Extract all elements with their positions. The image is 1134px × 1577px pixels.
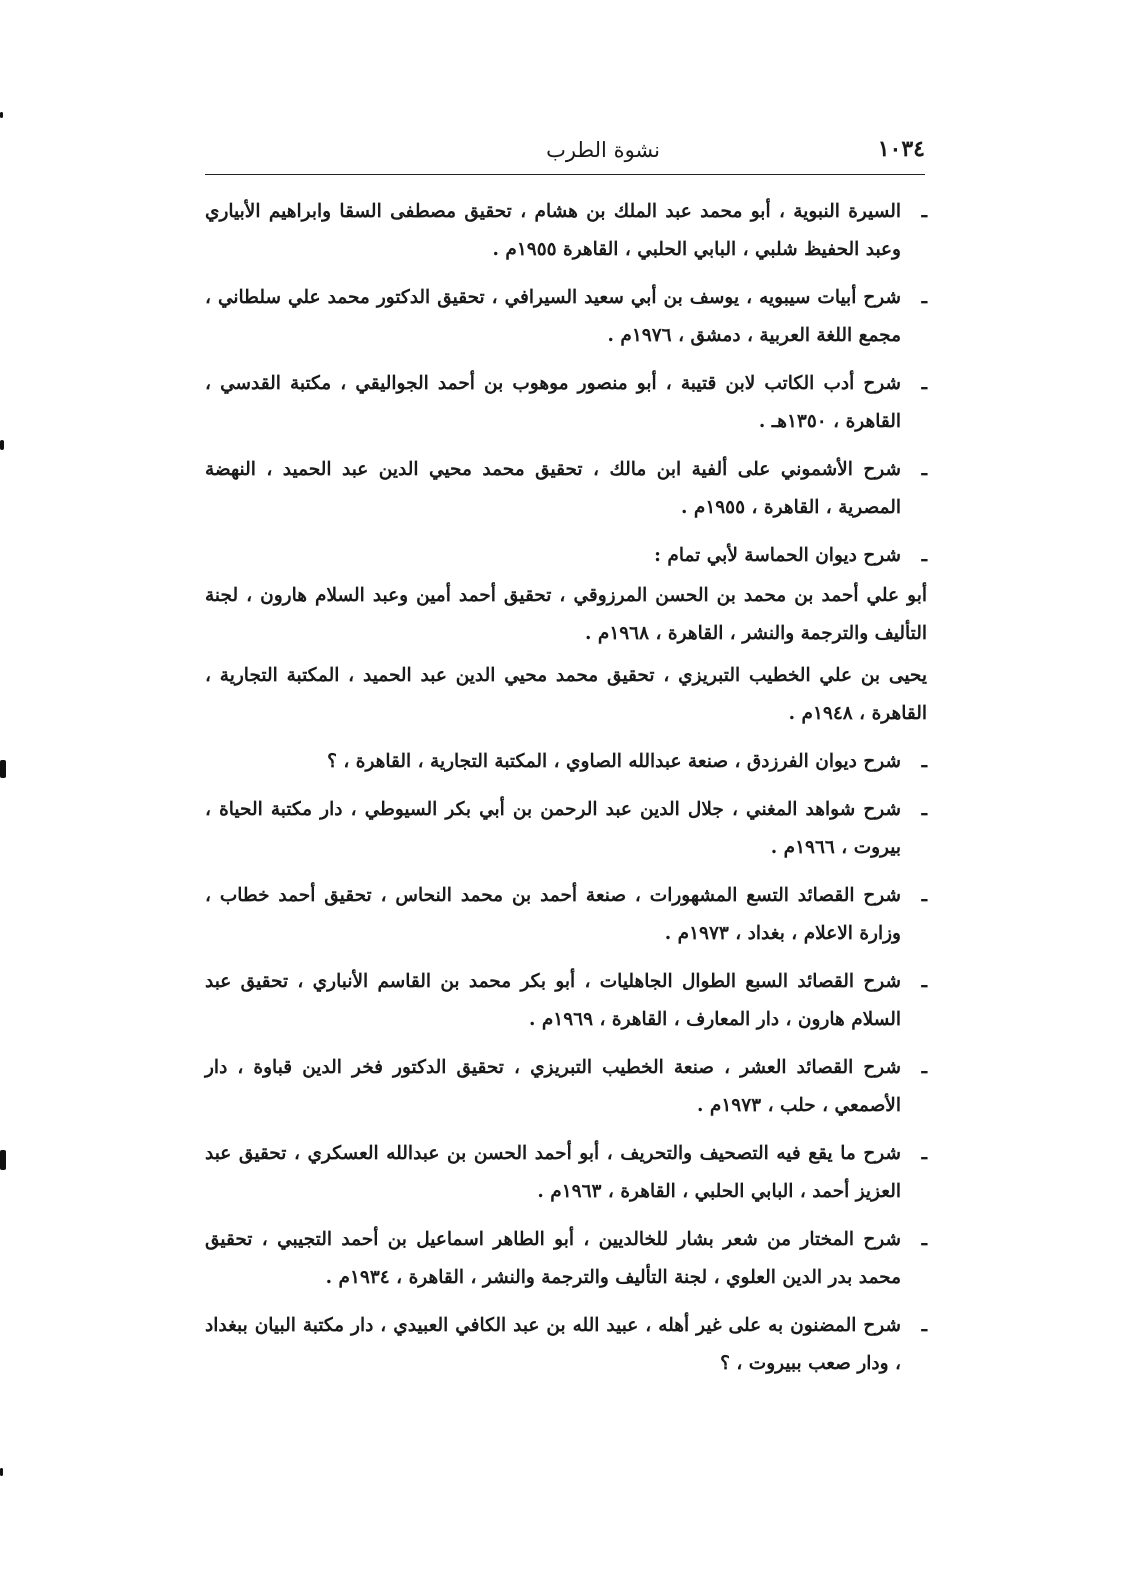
bibliography-entry	[205, 365, 927, 441]
bibliography-entry	[205, 1221, 927, 1297]
bibliography-entry	[205, 193, 927, 269]
entry-text: شرح القصائد السبع الطوال الجاهليات ، أبو بكر محمد بن القاسم الأنباري ، تحقيق عبد السلام هارون ، دار المعارف ، القاهرة ، ١٩٦٩م .	[205, 971, 901, 1030]
header-rule	[205, 174, 925, 175]
bibliography-sub-entry	[205, 657, 927, 733]
entry-text: شرح ما يقع فيه التصحيف والتحريف ، أبو أحمد الحسن بن عبدالله العسكري ، تحقيق عبد العزيز أحمد ، البابي الحلبي ، القاهرة ، ١٩٦٣م .	[205, 1143, 901, 1202]
page-header	[205, 136, 925, 172]
running-title: نشوة الطرب	[546, 138, 660, 162]
entry-dash: ـ	[921, 201, 927, 222]
scan-edge-mark	[0, 112, 3, 118]
bibliography-entry	[205, 1049, 927, 1125]
scan-edge-mark	[0, 760, 6, 778]
entry-text: شرح شواهد المغني ، جلال الدين عبد الرحمن بن أبي بكر السيوطي ، دار مكتبة الحياة ، بيروت ، ١٩٦٦م .	[205, 799, 901, 858]
bibliography-entry-group-heading	[205, 537, 927, 575]
bibliography-entry	[205, 279, 927, 355]
entry-dash: ـ	[921, 1315, 927, 1336]
entry-dash: ـ	[921, 1229, 927, 1250]
bibliography-entry	[205, 877, 927, 953]
bibliography-entry	[205, 791, 927, 867]
entry-text: شرح أدب الكاتب لابن قتيبة ، أبو منصور موهوب بن أحمد الجواليقي ، مكتبة القدسي ، القاهرة ، ١٣٥٠هـ .	[205, 373, 901, 432]
bibliography-entry	[205, 451, 927, 527]
entry-dash: ـ	[921, 971, 927, 992]
entry-dash: ـ	[921, 1143, 927, 1164]
entry-dash: ـ	[921, 1057, 927, 1078]
entry-dash: ـ	[921, 751, 927, 772]
bibliography-list	[205, 193, 927, 1393]
entry-dash: ـ	[921, 287, 927, 308]
entry-text: شرح أبيات سيبويه ، يوسف بن أبي سعيد السيرافي ، تحقيق الدكتور محمد علي سلطاني ، مجمع اللغة العربية ، دمشق ، ١٩٧٦م .	[205, 287, 901, 346]
entry-dash: ـ	[921, 373, 927, 394]
entry-text: يحيى بن علي الخطيب التبريزي ، تحقيق محمد محيي الدين عبد الحميد ، المكتبة التجارية ، القاهرة ، ١٩٤٨م .	[205, 665, 927, 724]
entry-text: شرح ديوان الحماسة لأبي تمام :	[654, 545, 901, 566]
entry-dash: ـ	[921, 545, 927, 566]
entry-text: شرح المضنون به على غير أهله ، عبيد الله بن عبد الكافي العبيدي ، دار مكتبة البيان ببغداد ، ودار صعب ببيروت ، ؟	[205, 1315, 901, 1374]
entry-text: شرح ديوان الفرزدق ، صنعة عبدالله الصاوي ، المكتبة التجارية ، القاهرة ، ؟	[327, 751, 901, 772]
bibliography-entry	[205, 1135, 927, 1211]
entry-dash: ـ	[921, 459, 927, 480]
entry-text: شرح القصائد العشر ، صنعة الخطيب التبريزي ، تحقيق الدكتور فخر الدين قباوة ، دار الأصمعي ، حلب ، ١٩٧٣م .	[205, 1057, 901, 1116]
bibliography-entry	[205, 743, 927, 781]
bibliography-entry	[205, 963, 927, 1039]
entry-text: السيرة النبوية ، أبو محمد عبد الملك بن هشام ، تحقيق مصطفى السقا وابراهيم الأبياري وعبد الحفيظ شلبي ، البابي الحلبي ، القاهرة ١٩٥٥م .	[205, 201, 901, 260]
entry-text: شرح الأشموني على ألفية ابن مالك ، تحقيق محمد محيي الدين عبد الحميد ، النهضة المصرية ، القاهرة ، ١٩٥٥م .	[205, 459, 901, 518]
entry-dash: ـ	[921, 885, 927, 906]
scan-edge-mark	[0, 440, 4, 450]
scan-edge-mark	[0, 1150, 6, 1170]
page-number: ١٠٣٤	[877, 136, 925, 162]
bibliography-sub-entry	[205, 577, 927, 653]
entry-text: شرح القصائد التسع المشهورات ، صنعة أحمد بن محمد النحاس ، تحقيق أحمد خطاب ، وزارة الاعلام ، بغداد ، ١٩٧٣م .	[205, 885, 901, 944]
entry-text: شرح المختار من شعر بشار للخالديين ، أبو الطاهر اسماعيل بن أحمد التجيبي ، تحقيق محمد بدر الدين العلوي ، لجنة التأليف والترجمة والنشر ، القاهرة ، ١٩٣٤م .	[205, 1229, 901, 1288]
entry-dash: ـ	[921, 799, 927, 820]
bibliography-entry	[205, 1307, 927, 1383]
scan-edge-mark	[0, 1468, 3, 1476]
entry-text: أبو علي أحمد بن محمد بن الحسن المرزوقي ، تحقيق أحمد أمين وعبد السلام هارون ، لجنة التأليف والترجمة والنشر ، القاهرة ، ١٩٦٨م .	[205, 585, 927, 644]
